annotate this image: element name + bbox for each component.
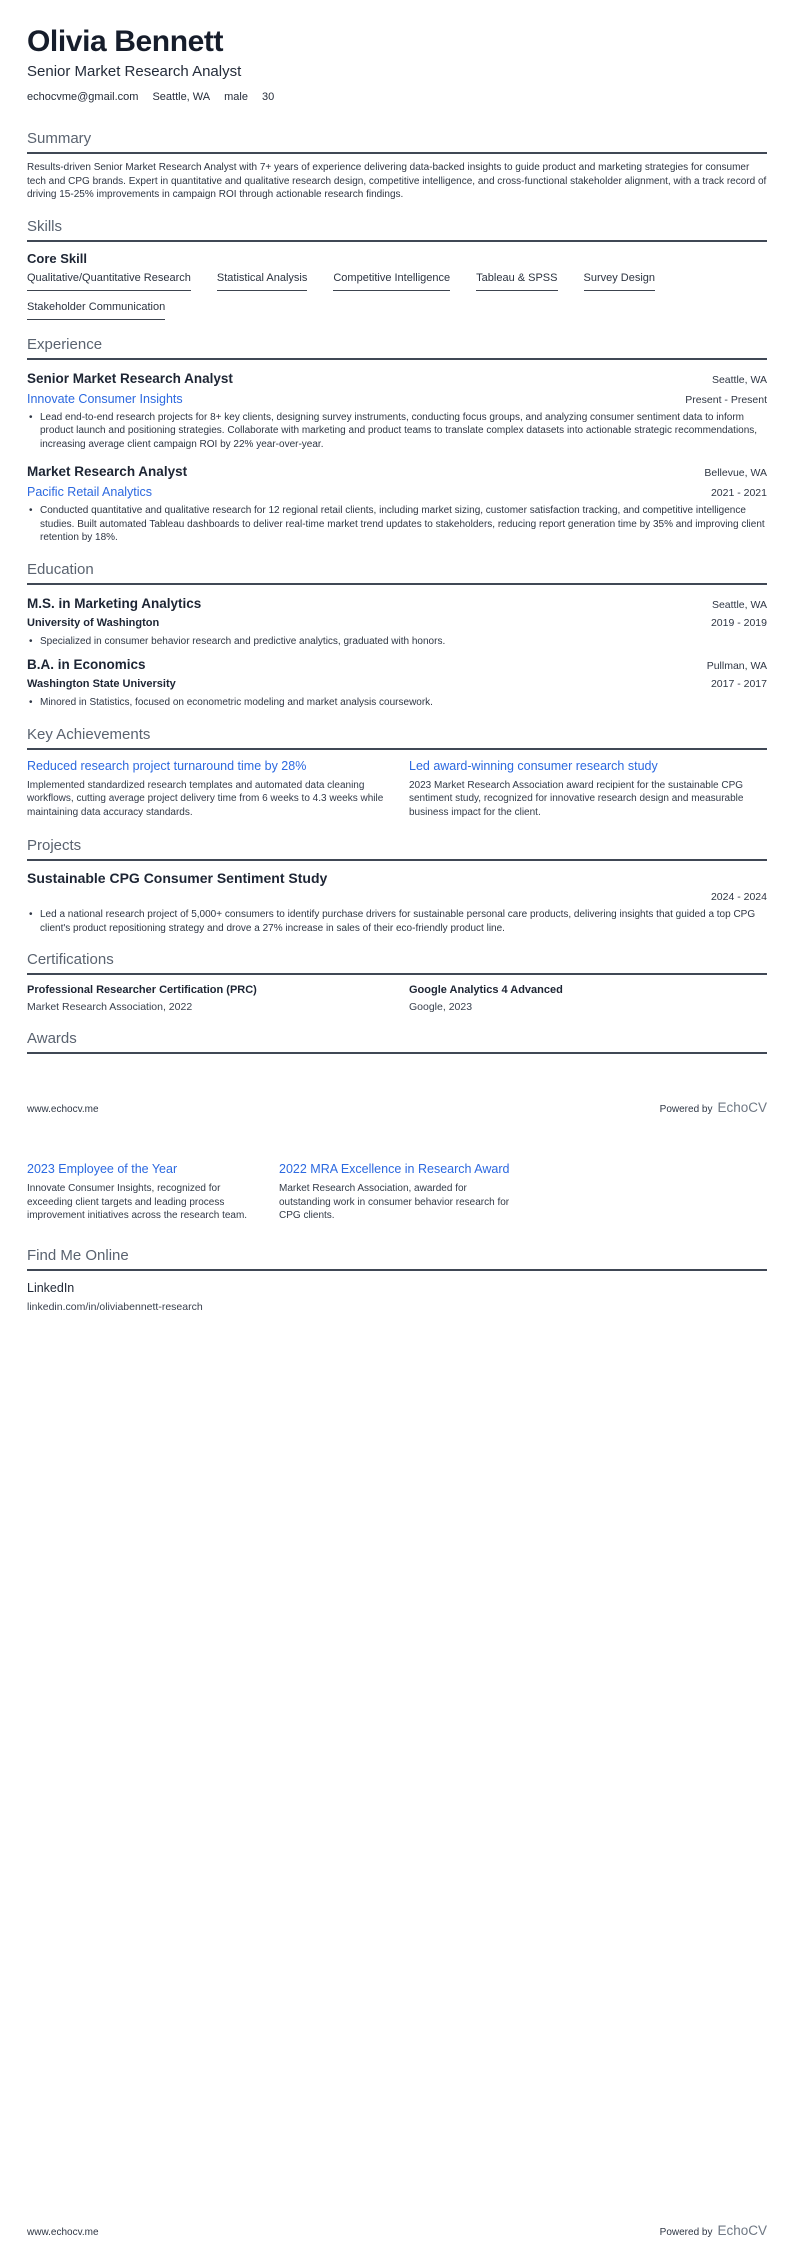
award-item [27,1161,263,1223]
skills-group-label: Core Skill [27,250,87,266]
achievements-grid [27,758,767,820]
certifications-section [27,951,767,1014]
education-degree: B.A. in Economics [27,657,146,672]
contact-gender: male [224,91,248,103]
experience-company-link: Innovate Consumer Insights [27,391,183,406]
experience-dates: 2021 - 2021 [710,487,767,499]
powered-by [660,1100,767,1115]
linkedin-url-link[interactable]: linkedin.com/in/oliviabennett-research [27,1300,203,1313]
experience-entry [27,370,767,452]
online-profile-label: LinkedIn [27,1280,75,1295]
award-text: Market Research Association, awarded for outstanding work in consumer behavior research for CPG clients. [279,1183,510,1221]
summary-section [27,130,767,202]
section-divider [27,152,767,154]
experience-company-link: Pacific Retail Analytics [27,485,153,499]
education-entry [27,656,767,710]
experience-location: Bellevue, WA [704,467,767,479]
resume-page-2 [0,1123,794,2246]
project-title: Sustainable CPG Consumer Sentiment Study [27,870,328,886]
echocv-brand-link[interactable]: EchoCV [717,2223,767,2238]
skill-item: Survey Design [584,271,656,291]
find-me-online-heading: Find Me Online [27,1246,129,1264]
certification-name: Google Analytics 4 Advanced [409,984,563,996]
skill-item: Competitive Intelligence [333,271,450,291]
projects-section [27,837,767,935]
achievement-title: Reduced research project turnaround time by 28% [27,758,307,773]
project-entry [27,869,767,935]
awards-grid-spacer [531,1161,767,1223]
experience-entry [27,463,767,545]
education-section [27,561,767,710]
projects-heading: Projects [27,837,82,854]
awards-section-header [27,1030,767,1054]
contact-location: Seattle, WA [152,91,211,103]
certification-name: Professional Researcher Certification (PRC) [27,984,257,996]
section-divider [27,859,767,861]
contact-line [27,90,767,104]
education-school: Washington State University [27,678,176,690]
education-heading: Education [27,560,94,578]
resume-header [27,0,767,104]
summary-text: Results-driven Senior Market Research Analyst with 7+ years of experience delivering data-backed insights to guide product and marketing strategies for consumer tech and CPG brands. Expert in quantitative and qualitative research design, competitive intelligence, and cross-functional stakeholder alignment, with a track record of driving 15-25% improvements in campaign ROI through actionable research findings. [27,162,767,200]
achievement-item [409,758,767,820]
section-divider [27,973,767,975]
award-text: Innovate Consumer Insights, recognized for exceeding client targets and leading process improvement initiatives across the research team. [27,1183,248,1221]
powered-by-prefix: Powered by [659,1104,713,1115]
skill-list [27,271,767,320]
education-entry [27,595,767,649]
section-divider [27,240,767,242]
awards-grid [27,1161,767,1223]
skill-item: Qualitative/Quantitative Research [27,271,191,291]
education-bullet: • Minored in Statistics, focused on econometric modeling and market analysis coursework. [27,696,767,710]
certification-item [27,983,385,1014]
footer-website-link[interactable]: www.echocv.me [27,2227,99,2238]
project-dates: 2024 - 2024 [710,891,767,903]
echocv-brand-link[interactable]: EchoCV [717,1100,767,1115]
skills-heading: Skills [27,217,63,235]
section-divider [27,583,767,585]
skill-item: Stakeholder Communication [27,300,165,320]
person-name: Olivia Bennett [27,25,224,58]
award-title: 2023 Employee of the Year [27,1162,178,1176]
page-footer [27,1100,767,1115]
education-dates: 2019 - 2019 [710,616,767,629]
skill-item: Statistical Analysis [217,271,307,291]
certification-item [409,983,767,1014]
experience-job-title: Senior Market Research Analyst [27,370,233,386]
award-item [279,1161,515,1223]
experience-job-title: Market Research Analyst [27,464,188,479]
experience-location: Seattle, WA [711,373,767,386]
section-divider [27,748,767,750]
powered-by-prefix: Powered by [659,2227,713,2238]
education-location: Seattle, WA [711,598,767,611]
certification-issuer: Google, 2023 [409,1001,473,1013]
achievement-text: 2023 Market Research Association award recipient for the sustainable CPG sentiment study, recognized for innovative research design and measurable business impact for the client. [409,779,744,818]
project-bullet: • Led a national research project of 5,000+ consumers to identify purchase drivers for sustainable personal care products, delivering insights that guided a top CPG client's product repositioning strategy and drove a 27% increase in sales of their eco-friendly product line. [27,908,767,935]
certifications-heading: Certifications [27,951,114,968]
contact-email: echocvme@gmail.com [27,91,139,103]
skill-item: Tableau & SPSS [476,271,557,291]
powered-by [660,2223,767,2238]
certifications-grid [27,983,767,1014]
experience-dates: Present - Present [685,393,767,406]
footer-website-link[interactable]: www.echocv.me [27,1104,99,1115]
person-job-title: Senior Market Research Analyst [27,63,242,80]
achievements-heading: Key Achievements [27,725,151,743]
achievements-section [27,726,767,820]
education-dates: 2017 - 2017 [710,678,767,690]
education-degree: M.S. in Marketing Analytics [27,595,202,611]
contact-age: 30 [261,91,275,103]
education-school: University of Washington [27,616,160,629]
awards-heading: Awards [27,1030,77,1047]
experience-heading: Experience [27,335,103,353]
education-bullet: • Specialized in consumer behavior research and predictive analytics, graduated with honors. [27,635,767,649]
skills-section [27,218,767,320]
find-me-online-section [27,1247,767,1314]
achievement-text: Implemented standardized research templates and automated data cleaning workflows, cutting average project delivery time from 6 weeks to 4.3 weeks while maintaining data accuracy standards. [27,779,384,818]
section-divider [27,358,767,360]
award-title: 2022 MRA Excellence in Research Award [279,1162,510,1176]
achievement-title: Led award-winning consumer research study [409,758,658,773]
certification-issuer: Market Research Association, 2022 [27,1001,193,1013]
page-footer [27,2223,767,2238]
experience-bullet: • Conducted quantitative and qualitative research for 12 regional retail clients, including market sizing, customer satisfaction tracking, and competitive intelligence studies. Built automated Tableau dashboards to deliver real-time market trend updates to stakeholders, reducing report generation time by 35% and improving client retention by 18%. [27,504,767,545]
section-divider [27,1269,767,1271]
education-location: Pullman, WA [706,660,767,672]
experience-bullet: • Lead end-to-end research projects for 8+ key clients, designing survey instruments, conducting focus groups, and analyzing consumer sentiment data to inform product launch and positioning strategies. Collaborate with marketing and product teams to translate complex datasets into actionable strategic recommendations, increasing average client campaign ROI by 22% year-over-year. [27,411,767,452]
summary-heading: Summary [27,130,92,147]
experience-section [27,336,767,545]
achievement-item [27,758,385,820]
online-profile-item [27,1280,767,1314]
section-divider [27,1052,767,1054]
